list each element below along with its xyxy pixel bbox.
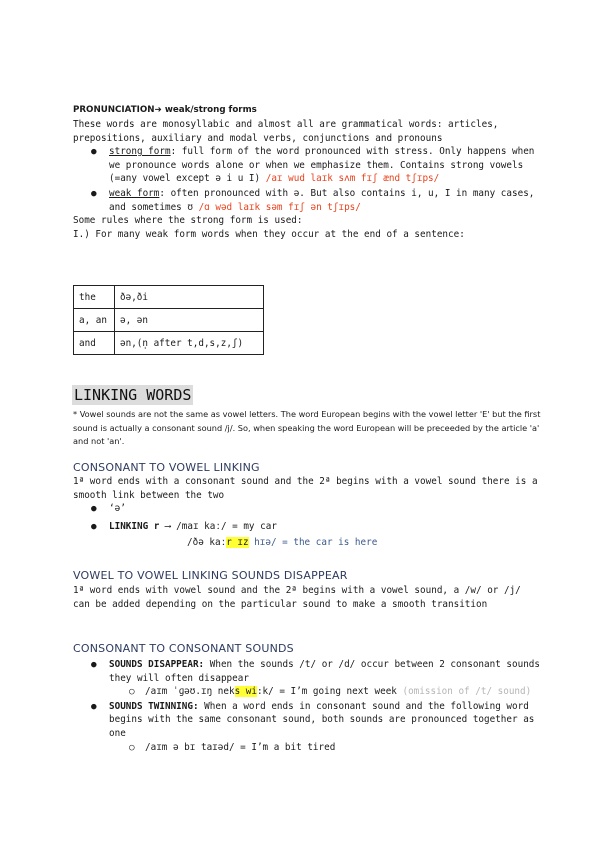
cc-block [73, 658, 543, 754]
strong-ipa: /aɪ wud laɪk sʌm fɪʃ ænd tʃɪps/ [265, 173, 440, 185]
linking-r-label: LINKING r [109, 520, 160, 532]
sounds-disappear-text: When the sounds /t/ or /d/ occur between 2 consonant sounds they will often disappear [109, 659, 540, 684]
table-cell: ə, ən [115, 309, 264, 332]
forms-list [73, 145, 543, 214]
table-row [74, 286, 264, 309]
list-item-strong [73, 145, 543, 186]
bullet-icon: ● [91, 187, 97, 199]
ex-part: /ðə kaː [187, 537, 227, 549]
circle-bullet-icon: ○ [129, 686, 135, 698]
cc-sublist-2 [73, 741, 543, 755]
weak-ipa: /ɑ wəd laɪk səm fɪʃ ən tʃɪps/ [198, 201, 361, 213]
bullet-icon: ● [91, 520, 97, 532]
strong-term: strong form [109, 146, 171, 158]
list-item [73, 741, 543, 755]
sounds-disappear-label: SOUNDS DISAPPEAR: [109, 659, 205, 670]
linking-words-heading: LINKING WORDS [74, 386, 192, 404]
arrow-icon: ⟶ [159, 520, 177, 532]
table-row [74, 309, 264, 332]
list-item [73, 658, 543, 685]
table-cell: ðə,ði [115, 286, 264, 309]
table-row [74, 332, 264, 355]
ex-part: hɪə/ = the car is here [248, 537, 378, 549]
list-item [73, 502, 543, 516]
cc-list-2 [73, 700, 543, 741]
list-item [73, 685, 543, 699]
strong-text: : full form of the word pronounced with stress. Only happens when we pronounce words alone or when we emphasize them. Contains strong vowels (=any vowel except ə i u I) [109, 146, 535, 185]
linking-r-example-2 [73, 536, 543, 550]
linking-note: * Vowel sounds are not the same as vowel letters. The word European begins with the vowel letter 'E' but the first sound is actually a consonant sound /j/. So, when speaking the word European will be preceeded by the article 'a' and not 'an'. [73, 409, 541, 447]
vv-text: 1ª word ends with vowel sound and the 2ª begins with a vowel sound, a /w/ or /j/ can be added depending on the particular sound to make a smooth transition [73, 585, 521, 610]
list-item [73, 700, 543, 741]
table-cell: the [74, 286, 115, 309]
rules-intro: Some rules where the strong form is used: [73, 215, 303, 227]
ex-part: :k/ = I’m going next week [256, 686, 403, 698]
omission-note: (omission of /t/ sound) [402, 686, 532, 698]
ex-part: /aɪm ˈɡəʊ.ɪŋ nek [145, 686, 235, 698]
cc-heading: CONSONANT TO CONSONANT SOUNDS [73, 642, 294, 655]
cv-text: 1ª word ends with a consonant sound and the 2ª begins with a vowel sound there is a smooth link between the two [73, 476, 538, 501]
highlighted-text: r ɪz [226, 537, 249, 549]
bullet-icon: ● [91, 700, 97, 712]
title-rest: weak/strong forms [161, 105, 257, 115]
vv-heading: VOWEL TO VOWEL LINKING SOUNDS DISAPPEAR [73, 569, 348, 582]
rule-1: I.) For many weak form words when they occur at the end of a sentence: [73, 228, 465, 240]
circle-bullet-icon: ○ [129, 741, 135, 753]
cv-heading: CONSONANT TO VOWEL LINKING [73, 461, 260, 474]
weak-term: weak form [109, 187, 160, 199]
list-item-weak [73, 187, 543, 214]
weak-forms-table [73, 285, 264, 355]
intro-block [73, 118, 543, 241]
sounds-twinning-label: SOUNDS TWINNING: [109, 700, 199, 712]
cv-list [73, 502, 543, 533]
list-item [73, 520, 543, 534]
sounds-twinning-text: When a word ends in consonant sound and the following word begins with the same consonant sound, both sounds are pronounced together as one [109, 700, 535, 739]
cc-sublist [73, 685, 543, 699]
vv-block [73, 584, 543, 611]
intro-text: These words are monosyllabic and almost all are grammatical words: articles, prepositions, auxiliary and modal verbs, conjunctions and pronouns [73, 119, 499, 144]
bullet-icon: ● [91, 659, 97, 670]
bullet-icon: ● [91, 503, 97, 515]
arrow-icon: ➜ [154, 105, 162, 115]
table-cell: ən,(n̩ after t,d,s,z,ʃ) [115, 332, 264, 355]
table-cell: and [74, 332, 115, 355]
twinning-example: /aɪm ə bɪ taɪəd/ = I’m a bit tired [145, 741, 336, 753]
highlighted-text: s wi [234, 686, 257, 698]
schwa-text: ‘ə’ [109, 503, 126, 515]
table-cell: a, an [74, 309, 115, 332]
linking-r-example: /maɪ kaː/ = my car [176, 520, 277, 532]
weak-text: : often pronounced with ə. But also contains i, u, I in many cases, and sometimes ʊ [109, 187, 535, 213]
cv-block [73, 475, 543, 550]
title-text: PRONUNCIATION [73, 105, 155, 115]
bullet-icon: ● [91, 146, 97, 158]
cc-list [73, 658, 543, 685]
section-title [73, 105, 257, 115]
